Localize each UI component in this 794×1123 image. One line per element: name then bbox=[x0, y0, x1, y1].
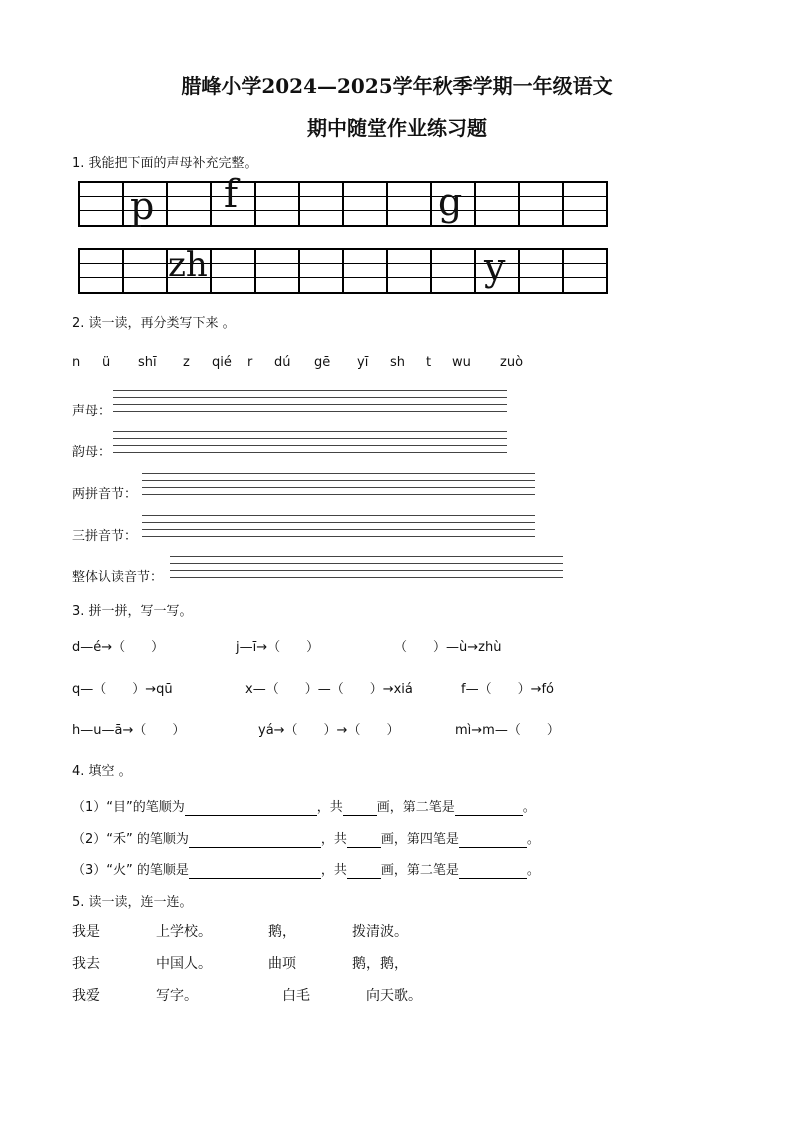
syllable: r bbox=[247, 355, 253, 370]
stroke-order-blank[interactable] bbox=[189, 832, 321, 848]
stroke-blank[interactable] bbox=[459, 863, 527, 879]
spell-item[interactable]: f—（ ）→fó bbox=[461, 682, 554, 697]
spell-item[interactable]: j—ī→（ ） bbox=[236, 640, 320, 655]
syllable: yī bbox=[357, 355, 369, 370]
label-three-part: 三拼音节： bbox=[72, 529, 138, 544]
page-title: 腊峰小学2024—2025学年秋季学期一年级语文 bbox=[181, 74, 613, 98]
fill-row-3 bbox=[72, 859, 540, 879]
q3-prompt: 3. 拼一拼，写一写。 bbox=[72, 604, 193, 619]
row-hua: 画，第四笔是 bbox=[380, 832, 459, 847]
match-item[interactable]: 上学校。 bbox=[156, 924, 212, 940]
syllable: gē bbox=[314, 355, 331, 370]
pinyin-grid-row2 bbox=[78, 245, 608, 294]
glyph-y: y bbox=[484, 245, 506, 289]
match-item[interactable]: 我爱 bbox=[72, 988, 100, 1004]
match-item[interactable]: 中国人。 bbox=[156, 956, 212, 972]
syllable: n bbox=[72, 355, 81, 370]
row-char: “火” 的笔顺是 bbox=[106, 863, 189, 878]
row-end: 。 bbox=[522, 800, 536, 815]
q5-prompt: 5. 读一读，连一连。 bbox=[72, 895, 193, 910]
stroke-count-blank[interactable] bbox=[347, 832, 381, 848]
match-item[interactable]: 曲项 bbox=[268, 956, 296, 972]
glyph-f: f bbox=[224, 172, 239, 216]
row-mid: ，共 bbox=[316, 800, 343, 815]
match-item[interactable]: 我去 bbox=[72, 956, 100, 972]
syllable: shī bbox=[138, 355, 157, 370]
spell-item[interactable]: （ ）—ù→zhù bbox=[394, 640, 502, 655]
match-item[interactable]: 向天歌。 bbox=[366, 988, 422, 1004]
spell-item[interactable]: h—u—ā→（ ） bbox=[72, 723, 186, 738]
stroke-blank[interactable] bbox=[459, 832, 527, 848]
glyph-g: g bbox=[438, 180, 463, 224]
match-item[interactable]: 鹅，鹅， bbox=[352, 956, 408, 972]
stroke-count-blank[interactable] bbox=[347, 863, 381, 879]
glyph-zh: zh bbox=[168, 245, 208, 285]
row-end: 。 bbox=[526, 863, 540, 878]
syllable: sh bbox=[390, 355, 406, 370]
spell-item[interactable]: yá→（ ）→（ ） bbox=[258, 723, 400, 738]
writing-lines-shengmu[interactable] bbox=[113, 390, 507, 412]
match-item[interactable]: 白毛 bbox=[282, 988, 310, 1004]
writing-lines-three-part[interactable] bbox=[142, 515, 535, 537]
label-shengmu: 声母： bbox=[72, 404, 112, 419]
syllable: dú bbox=[274, 355, 291, 370]
stroke-order-blank[interactable] bbox=[189, 863, 321, 879]
row-mid: ，共 bbox=[320, 863, 347, 878]
pinyin-grid-row1 bbox=[78, 172, 608, 228]
syllable: wu bbox=[452, 355, 471, 370]
row-hua: 画，第二笔是 bbox=[380, 863, 459, 878]
writing-lines-whole[interactable] bbox=[170, 556, 563, 578]
label-whole: 整体认读音节： bbox=[72, 570, 164, 585]
row-end: 。 bbox=[526, 832, 540, 847]
match-item[interactable]: 写字。 bbox=[156, 988, 198, 1004]
syllable: ü bbox=[102, 355, 111, 370]
row-char: “禾” 的笔顺为 bbox=[106, 832, 189, 847]
syllable: z bbox=[183, 355, 190, 370]
q4-prompt: 4. 填空 。 bbox=[72, 764, 132, 779]
syllable: t bbox=[426, 355, 432, 370]
writing-lines-yunmu[interactable] bbox=[113, 431, 507, 453]
stroke-count-blank[interactable] bbox=[343, 800, 377, 816]
fill-row-1 bbox=[72, 796, 536, 816]
syllable: zuò bbox=[500, 355, 524, 370]
spell-item[interactable]: mì→m—（ ） bbox=[455, 723, 560, 738]
label-yunmu: 韵母： bbox=[72, 445, 112, 460]
row-number: （1） bbox=[72, 800, 107, 815]
spell-item[interactable]: d—é→（ ） bbox=[72, 640, 165, 655]
match-item[interactable]: 我是 bbox=[72, 924, 100, 940]
page-subtitle: 期中随堂作业练习题 bbox=[307, 116, 487, 140]
q1-prompt: 1. 我能把下面的声母补充完整。 bbox=[72, 156, 258, 171]
label-two-part: 两拼音节： bbox=[72, 487, 138, 502]
syllable: qié bbox=[212, 355, 232, 370]
spell-item[interactable]: q—（ ）→qū bbox=[72, 682, 173, 697]
match-item[interactable]: 鹅， bbox=[268, 924, 296, 940]
row-hua: 画，第二笔是 bbox=[376, 800, 455, 815]
q2-prompt: 2. 读一读，再分类写下来 。 bbox=[72, 316, 236, 331]
row-number: （3） bbox=[72, 863, 107, 878]
stroke-blank[interactable] bbox=[455, 800, 523, 816]
spell-item[interactable]: x—（ ）—（ ）→xiá bbox=[245, 682, 413, 697]
row-number: （2） bbox=[72, 832, 107, 847]
stroke-order-blank[interactable] bbox=[185, 800, 317, 816]
row-mid: ，共 bbox=[320, 832, 347, 847]
fill-row-2 bbox=[72, 828, 540, 848]
row-char: “目”的笔顺为 bbox=[106, 800, 185, 815]
match-item[interactable]: 拨清波。 bbox=[352, 924, 408, 940]
writing-lines-two-part[interactable] bbox=[142, 473, 535, 495]
glyph-p: p bbox=[130, 184, 155, 228]
